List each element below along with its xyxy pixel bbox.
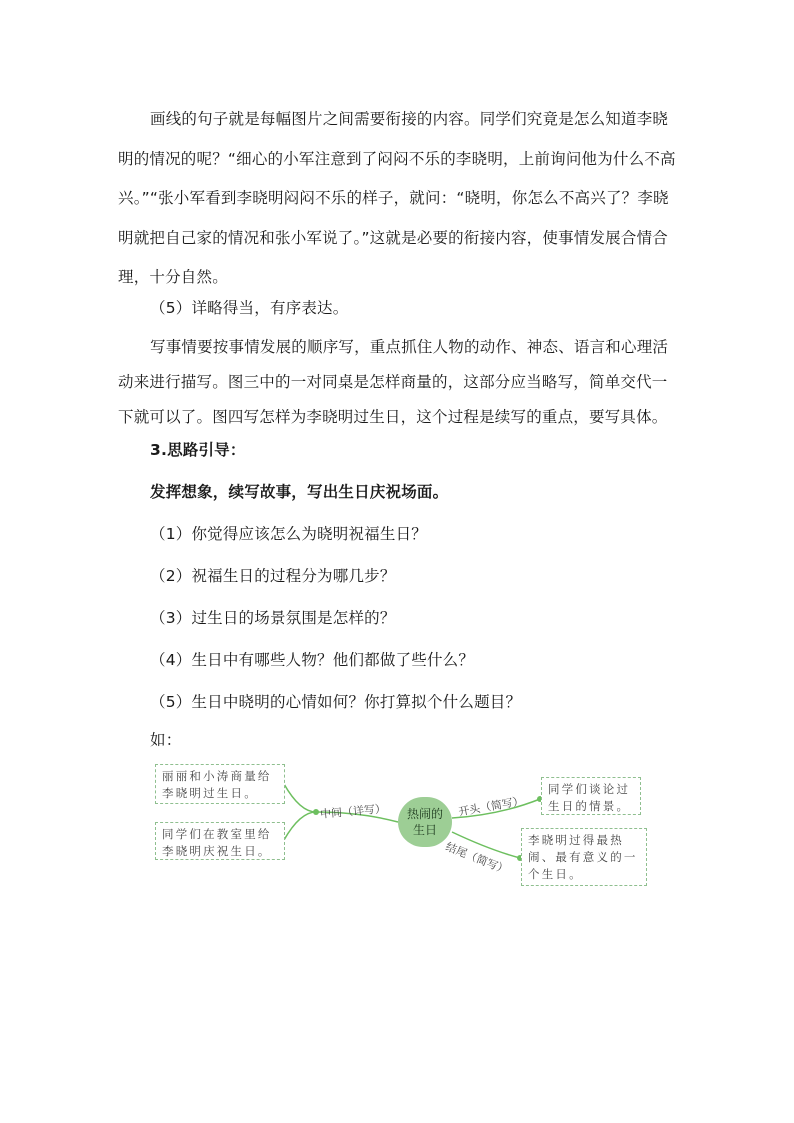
mindmap-node-middle-1: 丽丽和小涛商量给李晓明过生日。 — [155, 764, 285, 804]
connector-middle-top — [284, 784, 316, 812]
connector-middle-bottom — [284, 812, 316, 840]
connector-dot — [313, 809, 319, 815]
mindmap-node-start: 同学们谈论过生日的情景。 — [541, 777, 641, 815]
paragraph-detail-arrangement: 写事情要按事情发展的顺序写，重点抓住人物的动作、神态、语言和心理活动来进行描写。图三中的一对同桌是怎样商量的，这部分应当略写，简单交代一下就可以了。图四写怎样为李晓明过生日，这个过程是续写的重点，要写具体。 — [118, 338, 669, 426]
mindmap-node-middle-2: 同学们在教室里给李晓明庆祝生日。 — [155, 822, 285, 860]
point-5-heading: （5）详略得当，有序表达。 — [150, 299, 349, 317]
mindmap-label-start: 开头（简写） — [457, 794, 525, 819]
section-title: 3.思路引导： — [150, 441, 246, 459]
example-label: 如： — [150, 731, 182, 749]
mindmap-label-middle: 中间（详写） — [319, 802, 387, 821]
question-3: （3）过生日的场景氛围是怎样的？ — [150, 609, 396, 627]
question-1: （1）你觉得应该怎么为晓明祝福生日？ — [150, 525, 427, 543]
mindmap-node-end: 李晓明过得最热闹、最有意义的一个生日。 — [521, 828, 647, 886]
question-2: （2）祝福生日的过程分为哪几步？ — [150, 567, 396, 585]
paragraph-transition-explanation: 画线的句子就是每幅图片之间需要衔接的内容。同学们究竟是怎么知道李晓明的情况的呢？“细心的小军注意到了闷闷不乐的李晓明，上前询问他为什么不高兴。”“张小军看到李晓明闷闷不乐的样子，就问：“晓明，你怎么不高兴了？李晓明就把自己家的情况和张小军说了。”这就是必要的衔接内容，使事情发展合情合理，十分自然。 — [118, 110, 676, 286]
mindmap-label-end: 结尾（简写） — [443, 840, 510, 877]
question-5: （5）生日中晓明的心情如何？你打算拟个什么题目？ — [150, 693, 522, 711]
question-4: （4）生日中有哪些人物？他们都做了些什么？ — [150, 651, 475, 669]
writing-task: 发挥想象，续写故事，写出生日庆祝场面。 — [150, 483, 449, 501]
mindmap-center-node: 热闹的生日 — [398, 797, 452, 847]
